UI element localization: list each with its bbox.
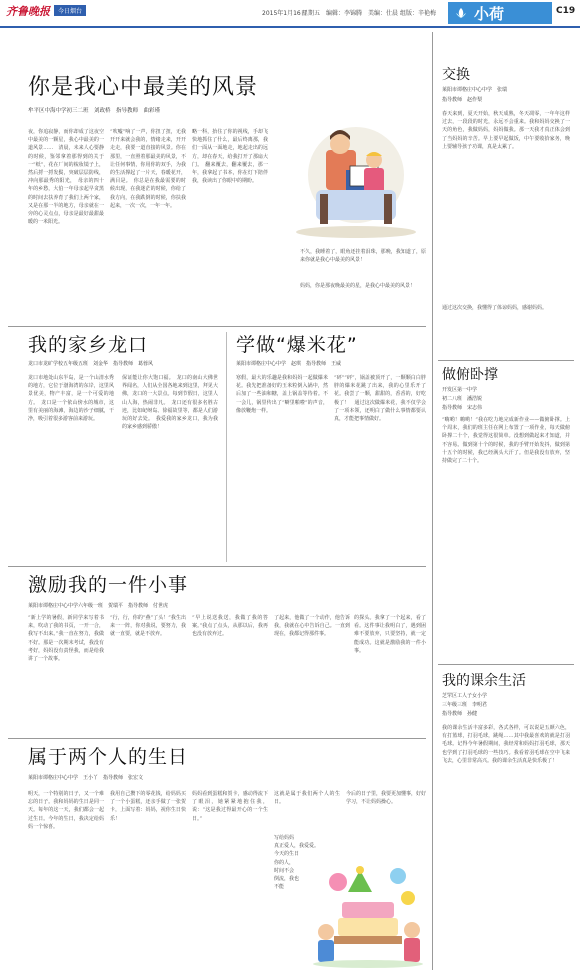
header-rule xyxy=(0,26,580,28)
poem-line: 写给妈妈 xyxy=(274,835,295,841)
right-article-2 xyxy=(438,364,574,654)
article-5-col-3: 妈妈看到蛋糕和贺卡，感动得流下了眼泪，她紧紧地抱住我，说：“这是我过得最开心的一个生日。” xyxy=(192,791,268,822)
article-1-byline: 牟平区中海中学初三二班 刘政桥 指导教师 曲彩瑾 xyxy=(28,108,161,114)
column-banner xyxy=(448,2,552,24)
divider-2 xyxy=(226,332,227,562)
right-article-2-teacher: 指导教师 宋志伟 xyxy=(442,405,483,411)
divider-1 xyxy=(8,326,426,327)
poem-line: 今天的生日 xyxy=(274,851,300,858)
article-4-col-2: “行，行，你的“燕”了头！”我生出来一一阵，你对我说，要努力，我就一直要，就是不放弃。 xyxy=(110,615,186,638)
proof-credit: 组版：辛艳梅 xyxy=(400,10,437,17)
article-3-col-1: 寒假，最大的乐趣是我和妈妈一起做爆米花。我先把准备好的玉米粒倒入锅中，然后加了一些油和糖，盖上锅盖等待着。不一会儿，锅里传出了“噼里啪啦”的声音，像放鞭炮一样。 xyxy=(236,375,328,414)
editor-credit: 编辑：李锦腾 xyxy=(326,10,363,17)
right-article-1-body-2: 通过这次交换，我懂得了体谅妈妈，感谢妈妈。 xyxy=(442,305,548,311)
designer-credit: 美编：仕晨 xyxy=(368,10,399,17)
article-5-byline: 莱阳市谭格庄中心中学 王小丫 指导教师 张宏文 xyxy=(28,775,144,781)
article-1-col-3: 略一科，抬住了你的视线，手却飞快地抓住了什么，最后终离那，我们一面从一面地走，地起走出的远方，却在春天，给我打开了那扇大门。 翻来覆去，翻来覆去，那一年，我拿起了书本，你在灯下陪伴我，我读出了你眼中的期盼。 xyxy=(192,129,268,185)
article-5 xyxy=(8,742,428,970)
poem-line: 真正爱人，我爱爱。 xyxy=(274,843,320,850)
right-article-3 xyxy=(438,670,574,970)
right-article-3-body: 我的课余生活丰富多彩，各式各样，可以说是五颜六色，有打篮球，打羽毛球，跳绳……其中我最喜欢的就是打羽毛球。记得今年暑假期间，我经常和妈妈打羽毛球，那天也学到了打羽毛球的一些技巧。我看着羽毛球在空中飞来飞去，心里非常高兴。我的课余生活真是快乐极了！ xyxy=(442,725,570,764)
article-3-col-2: “砰”“砰”，锅盖被顶开了，一颗颗白白胖胖的爆米花跳了出来，我的心里乐开了花。我尝了一颗，甜甜的，香香的，好吃极了！ 通过这次做爆米花，我不仅学会了一项本领，还明白了做什么事情都要认真，才能把事情做好。 xyxy=(334,375,426,423)
article-2-col-2: 保证能让你大饱口福。 龙口的南山大佛世界闻名，人们从全国各地来到这里，拜见大佛，龙口的一大景点。每到节假日，这里人山人海，热闹非凡。 龙口还有很多名胜古迹，比如屺岈岛、徐福故里等，都是人们游玩的好去处。 我爱我的家乡龙口，我为我的家乡感到骄傲！ xyxy=(122,375,218,431)
article-5-title: 属于两个人的生日 xyxy=(28,746,189,768)
divider-4 xyxy=(8,738,426,739)
right-article-2-byline-2: 初二八班 潘浩锐 xyxy=(442,396,483,402)
right-article-1-teacher: 指导教师 赵作梨 xyxy=(442,97,483,103)
article-3 xyxy=(232,330,428,562)
article-2-byline: 龙口市龙矿学校五年级五班 刘金华 指导教师 葛蓉风 xyxy=(28,361,154,367)
right-column-divider xyxy=(432,32,433,970)
right-article-3-teacher: 指导教师 孙健 xyxy=(442,711,478,717)
poem-line: 你的人， xyxy=(274,859,295,866)
article-5-col-1: 明天，一个特别的日子，又一个难忘的日子。我和妈妈的生日是同一天。每年的这一天，我们都会一起过生日。今年的生日，我决定给妈妈一个惊喜。 xyxy=(28,791,104,830)
paper-logo: 齐鲁晚报 xyxy=(6,5,50,18)
right-divider-2 xyxy=(438,664,574,665)
right-article-3-byline-1: 芝罘区工人子女小学 xyxy=(442,693,488,699)
article-1-col-5: 妈妈，你是那夜晚最美的星，是我心中最美的风景！ xyxy=(300,283,416,289)
article-5-col-5: 今后的日子里，我要更加懂事，好好学习，不让妈妈操心。 xyxy=(346,791,426,806)
right-article-1-body: 春天来到，夏天开始，秋天成熟，冬天凋零，一年年这样过去，一段段的时光，永远不会重来。我和妈妈交换了一天的角色，我做妈妈，妈妈做我。那一天我才真正体会到了当妈妈的辛苦。早上要早起做饭，中午要收拾家务，晚上要辅导孩子功课，真是太累了。 xyxy=(442,111,570,150)
article-5-illustration xyxy=(308,862,428,968)
article-1 xyxy=(8,70,428,320)
page-number: C19 xyxy=(556,6,576,16)
article-1-title: 你是我心中最美的风景 xyxy=(28,75,259,100)
article-1-col-2: “吹嘘”响了一声，你扭了扭，无我开开来就会我的，情绪走来，开开走走，我要一道直接的风景。你在那里，一直照着那最美的风景，不让任何事情，你用你的双手，为我的生活撑起了一片天，春暖花开，满目是。 你总是在我最需要的时候出现，在我迷茫的时候，你给了我方向，在我跌倒的时候，你扶我起来，一次一次，一年一年。 xyxy=(110,129,186,209)
article-3-title: 学做“爆米花” xyxy=(236,334,358,356)
article-1-col-1: 夜，你追寂静，而你却成了这夜空中最美的一颗星，我心中最美的一道风景…… 清晨，未来人心要静的时候，鉴邻拿着那得到的关于一“纸”，花在厂间的梳妆镜子上，然后捋一捋发鬓，突破层层防线，冲向那最秀的阳光， 母亲的四十年的乡愁，大伯一年母亲起早贪黑的时间去扶养育了我们上两个家，又是在那一半的地方，母亲就在一旁的心灵点点，母亲是最好最甜最暖的一米阳光。 xyxy=(28,129,104,226)
article-1-illustration xyxy=(276,120,426,240)
right-article-2-byline-1: 开发区第一中学 xyxy=(442,387,478,393)
right-article-2-title: 做俯卧撑 xyxy=(442,367,498,383)
article-4-col-3: “早上说送我送，我做了我的答案。”我点了点头，从那以后，我再也没有放弃过。 xyxy=(192,615,268,638)
article-4-byline: 莱阳市谭格庄中心中学六年级一班 贺瑞平 指导教师 付世虎 xyxy=(28,603,169,609)
section-tag xyxy=(54,5,86,16)
article-5-col-4: 这就是属于我们两个人的生日。 xyxy=(274,791,340,806)
article-2-title: 我的家乡龙口 xyxy=(28,334,149,356)
article-1-col-4: 不久，我睡着了，眼角还挂着泪珠，那晚，我知道了，原来你就是我心中最美的风景！ xyxy=(300,249,426,264)
issue-weekday: 星期五 xyxy=(302,10,321,17)
page-header xyxy=(0,0,580,28)
article-4-col-4: 了起来，他做了一个动作，他告诉我，我就在心中告诉自己。一直到现在，我都记得那件事。 xyxy=(274,615,350,638)
right-article-2-body: “嗨哟！嗨哟！”我在吃力地完成新作业——做俯卧撑。上个周末，我们的班主任在网上布置了一项作业，每天做俯卧撑二十个，我觉得这很简单。没想到做起来才知道，并不容易。做到第十个的时候，我的手臂开始发抖，做到第十五个的时候，我已经满头大汗了。但是我没有放弃，坚持做完了二十个。 xyxy=(442,417,570,465)
right-article-1 xyxy=(438,64,574,354)
article-2-col-1: 龙口市地处山东半岛，是一个山清水秀的地方，它位于渤海湾的东岸，这里风景优美，物产丰富，是一个可爱的地方。 龙口是一个依山傍水的城市，这里有美丽的海滩，海边的沙子细腻，干净，吸引着很多游客前来游玩。 xyxy=(28,375,114,423)
right-article-1-title: 交换 xyxy=(442,67,470,83)
lotus-icon xyxy=(454,5,468,19)
article-5-col-2: 我用自己攒下的零花钱，给妈妈买了一个小蛋糕，还亲手做了一张贺卡，上面写着：妈妈，祝你生日快乐！ xyxy=(110,791,186,822)
poem-line: 倒流，我也 xyxy=(274,876,300,883)
article-2 xyxy=(8,330,220,562)
right-article-1-byline: 莱阳市谭格庄中心中学 张瑞 xyxy=(442,87,508,93)
section-label: 今日烟台 xyxy=(58,8,83,15)
issue-date: 2015年1月16日 xyxy=(262,10,307,17)
right-divider-1 xyxy=(438,360,574,361)
article-4-col-5: 的探头。我拿了一个起来，看了看。这件事让我明白了，遇到困难不要放弃，只要坚持，就一定能成功。这就是激励我的一件小事。 xyxy=(354,615,426,654)
right-article-3-byline-2: 三年级三班 李明君 xyxy=(442,702,488,708)
poem-line: 不能 xyxy=(274,884,285,891)
poem-line: 时间不会 xyxy=(274,867,295,874)
article-4 xyxy=(8,570,428,730)
column-name: 小荷 xyxy=(474,5,505,23)
right-article-3-title: 我的课余生活 xyxy=(442,673,526,689)
divider-3 xyxy=(8,566,426,567)
article-3-byline: 莱阳市谭格庄中心中学 赵琪 指导教师 王威 xyxy=(236,361,342,367)
article-4-col-1: “新上学的暑假，新同学来写着书来，吹动了我的书页，一开一合，我写不出来。”我一直在努力，我做不好。那是一次期末考试，我没有考好，妈妈没有责怪我，而是给我讲了一个故事。 xyxy=(28,615,104,663)
article-4-title: 激励我的一件小事 xyxy=(28,574,189,596)
